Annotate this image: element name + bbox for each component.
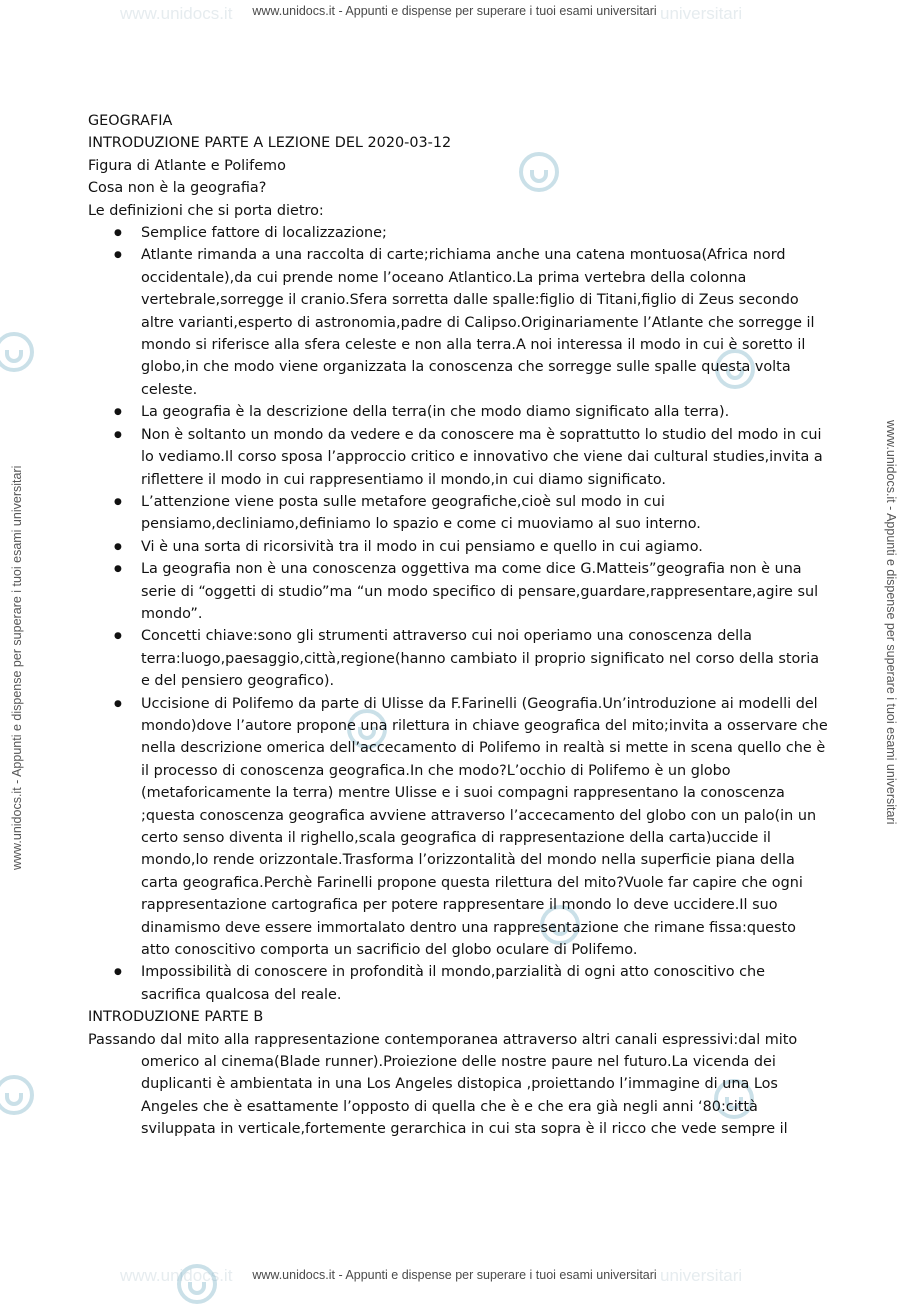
part-b-paragraph bbox=[88, 1029, 828, 1141]
question-line: Cosa non è la geografia? bbox=[88, 180, 267, 197]
definitions-list bbox=[88, 222, 828, 1006]
watermark-footer: www.unidocs.it - Appunti e dispense per superare i tuoi esami universitari bbox=[252, 1268, 657, 1282]
lesson-heading: INTRODUZIONE PARTE A LEZIONE DEL 2020-03-12 bbox=[88, 135, 452, 152]
unidocs-logo-icon bbox=[0, 330, 36, 374]
list-item: ● Non è soltanto un mondo da vedere e da conoscere ma è soprattutto lo studio del modo in cui lo vediamo.Il corso sposa l’approccio critico e innovativo che viene dai cultural studies,invita a riflettere il modo in cui rappresentiamo il mondo,in cui diamo significato. bbox=[141, 424, 828, 491]
watermark-right-side: www.unidocs.it - Appunti e dispense per superare i tuoi esami universitari bbox=[884, 420, 898, 825]
list-item: ● Impossibilità di conoscere in profondità il mondo,parzialità di ogni atto conoscitivo che sacrifica qualcosa del reale. bbox=[141, 961, 828, 1006]
watermark-header: www.unidocs.it - Appunti e dispense per superare i tuoi esami universitari bbox=[252, 4, 657, 18]
list-item: ● Uccisione di Polifemo da parte di Ulisse da F.Farinelli (Geografia.Un’introduzione ai modelli del mondo)dove l’autore propone una rilettura in chiave geografica del mito;invita a osservare che nella descrizione omerica dell’accecamento di Polifemo in realtà si mette in scena quello che è il processo di conoscenza geografica.In che modo?L’occhio di Polifemo è un globo (metaforicamente la terra) mentre Ulisse e i suoi compagni rappresentano la conoscenza ;questa conoscenza geografica avviene attraverso l’accecamento del globo con un palo(in un certo senso diventa il righello,scala geografica di rappresentazione della carta)uccide il mondo,lo rende orizzontale.Trasforma l’orizzontalità del mondo nella superficie piana della carta geografica.Perchè Farinelli propone questa rilettura del mito?Vuole far capire che ogni rappresentazione cartografica per potere rappresentare il mondo lo deve uccidere.Il suo dinamismo deve essere immortalato dentro una rappresentazione che rimane fissa:questo atto conoscitivo comporta un sacrificio del globo oculare di Polifemo. bbox=[141, 693, 828, 962]
watermark-ghost-bottom-right: universitari bbox=[660, 1266, 743, 1285]
list-item: ● Concetti chiave:sono gli strumenti attraverso cui noi operiamo una conoscenza della terra:luogo,paesaggio,città,regione(hanno cambiato il proprio significato nel corso della storia e del pensiero geografico). bbox=[141, 625, 828, 692]
part-b-heading: INTRODUZIONE PARTE B bbox=[88, 1009, 264, 1026]
list-item: ● La geografia è la descrizione della terra(in che modo diamo significato alla terra). bbox=[141, 401, 828, 423]
unidocs-logo-icon bbox=[0, 1073, 36, 1117]
watermark-ghost-top: www.unidocs.it bbox=[120, 4, 233, 23]
watermark-ghost-bottom: www.unidocs.it bbox=[120, 1266, 233, 1285]
document-body bbox=[88, 110, 828, 1141]
watermark-left-side: www.unidocs.it - Appunti e dispense per superare i tuoi esami universitari bbox=[10, 465, 24, 870]
figure-line: Figura di Atlante e Polifemo bbox=[88, 157, 286, 174]
list-item: ● Semplice fattore di localizzazione; bbox=[141, 222, 828, 244]
paragraph-text: Passando dal mito alla rappresentazione contemporanea attraverso altri canali espressivi:dal mito omerico al cinema(Blade runner).Proiezione delle nostre paure nel futuro.La vicenda dei duplicanti è ambientata in una Los Angeles distopica ,proiettando l’immagine di una Los Angeles che è esattamente l’opposto di quella che è e che era già negli anni ‘80:città sviluppata in verticale,fortemente gerarchica in cui sta sopra è il ricco che vede sempre il bbox=[88, 1031, 798, 1138]
watermark-ghost-top-right: universitari bbox=[660, 4, 743, 23]
subject-heading: GEOGRAFIA bbox=[88, 113, 173, 129]
list-item: ● Vi è una sorta di ricorsività tra il modo in cui pensiamo e quello in cui agiamo. bbox=[141, 536, 828, 558]
list-item: ● L’attenzione viene posta sulle metafore geografiche,cioè sul modo in cui pensiamo,decliniamo,definiamo lo spazio e come ci muoviamo al suo interno. bbox=[141, 491, 828, 536]
unidocs-logo-icon bbox=[175, 1262, 219, 1306]
list-item: ● Atlante rimanda a una raccolta di carte;richiama anche una catena montuosa(Africa nord occidentale),da cui prende nome l’oceano Atlantico.La prima vertebra della colonna vertebrale,sorregge il cranio.Sfera sorretta dalle spalle:figlio di Titani,figlio di Zeus secondo altre varianti,esperto di astronomia,padre di Calipso.Originariamente l’Atlante che sorregge il mondo si riferisce alla sfera celeste e non alla terra.A noi interessa il modo in cui è soretto il globo,in che modo viene organizzata la conoscenza che sorregge sulle spalle questa volta celeste. bbox=[141, 244, 828, 401]
definitions-line: Le definizioni che si porta dietro: bbox=[88, 202, 324, 219]
list-item: ● La geografia non è una conoscenza oggettiva ma come dice G.Matteis”geografia non è una serie di “oggetti di studio”ma “un modo specifico di pensare,guardare,rappresentare,agire sul mondo”. bbox=[141, 558, 828, 625]
